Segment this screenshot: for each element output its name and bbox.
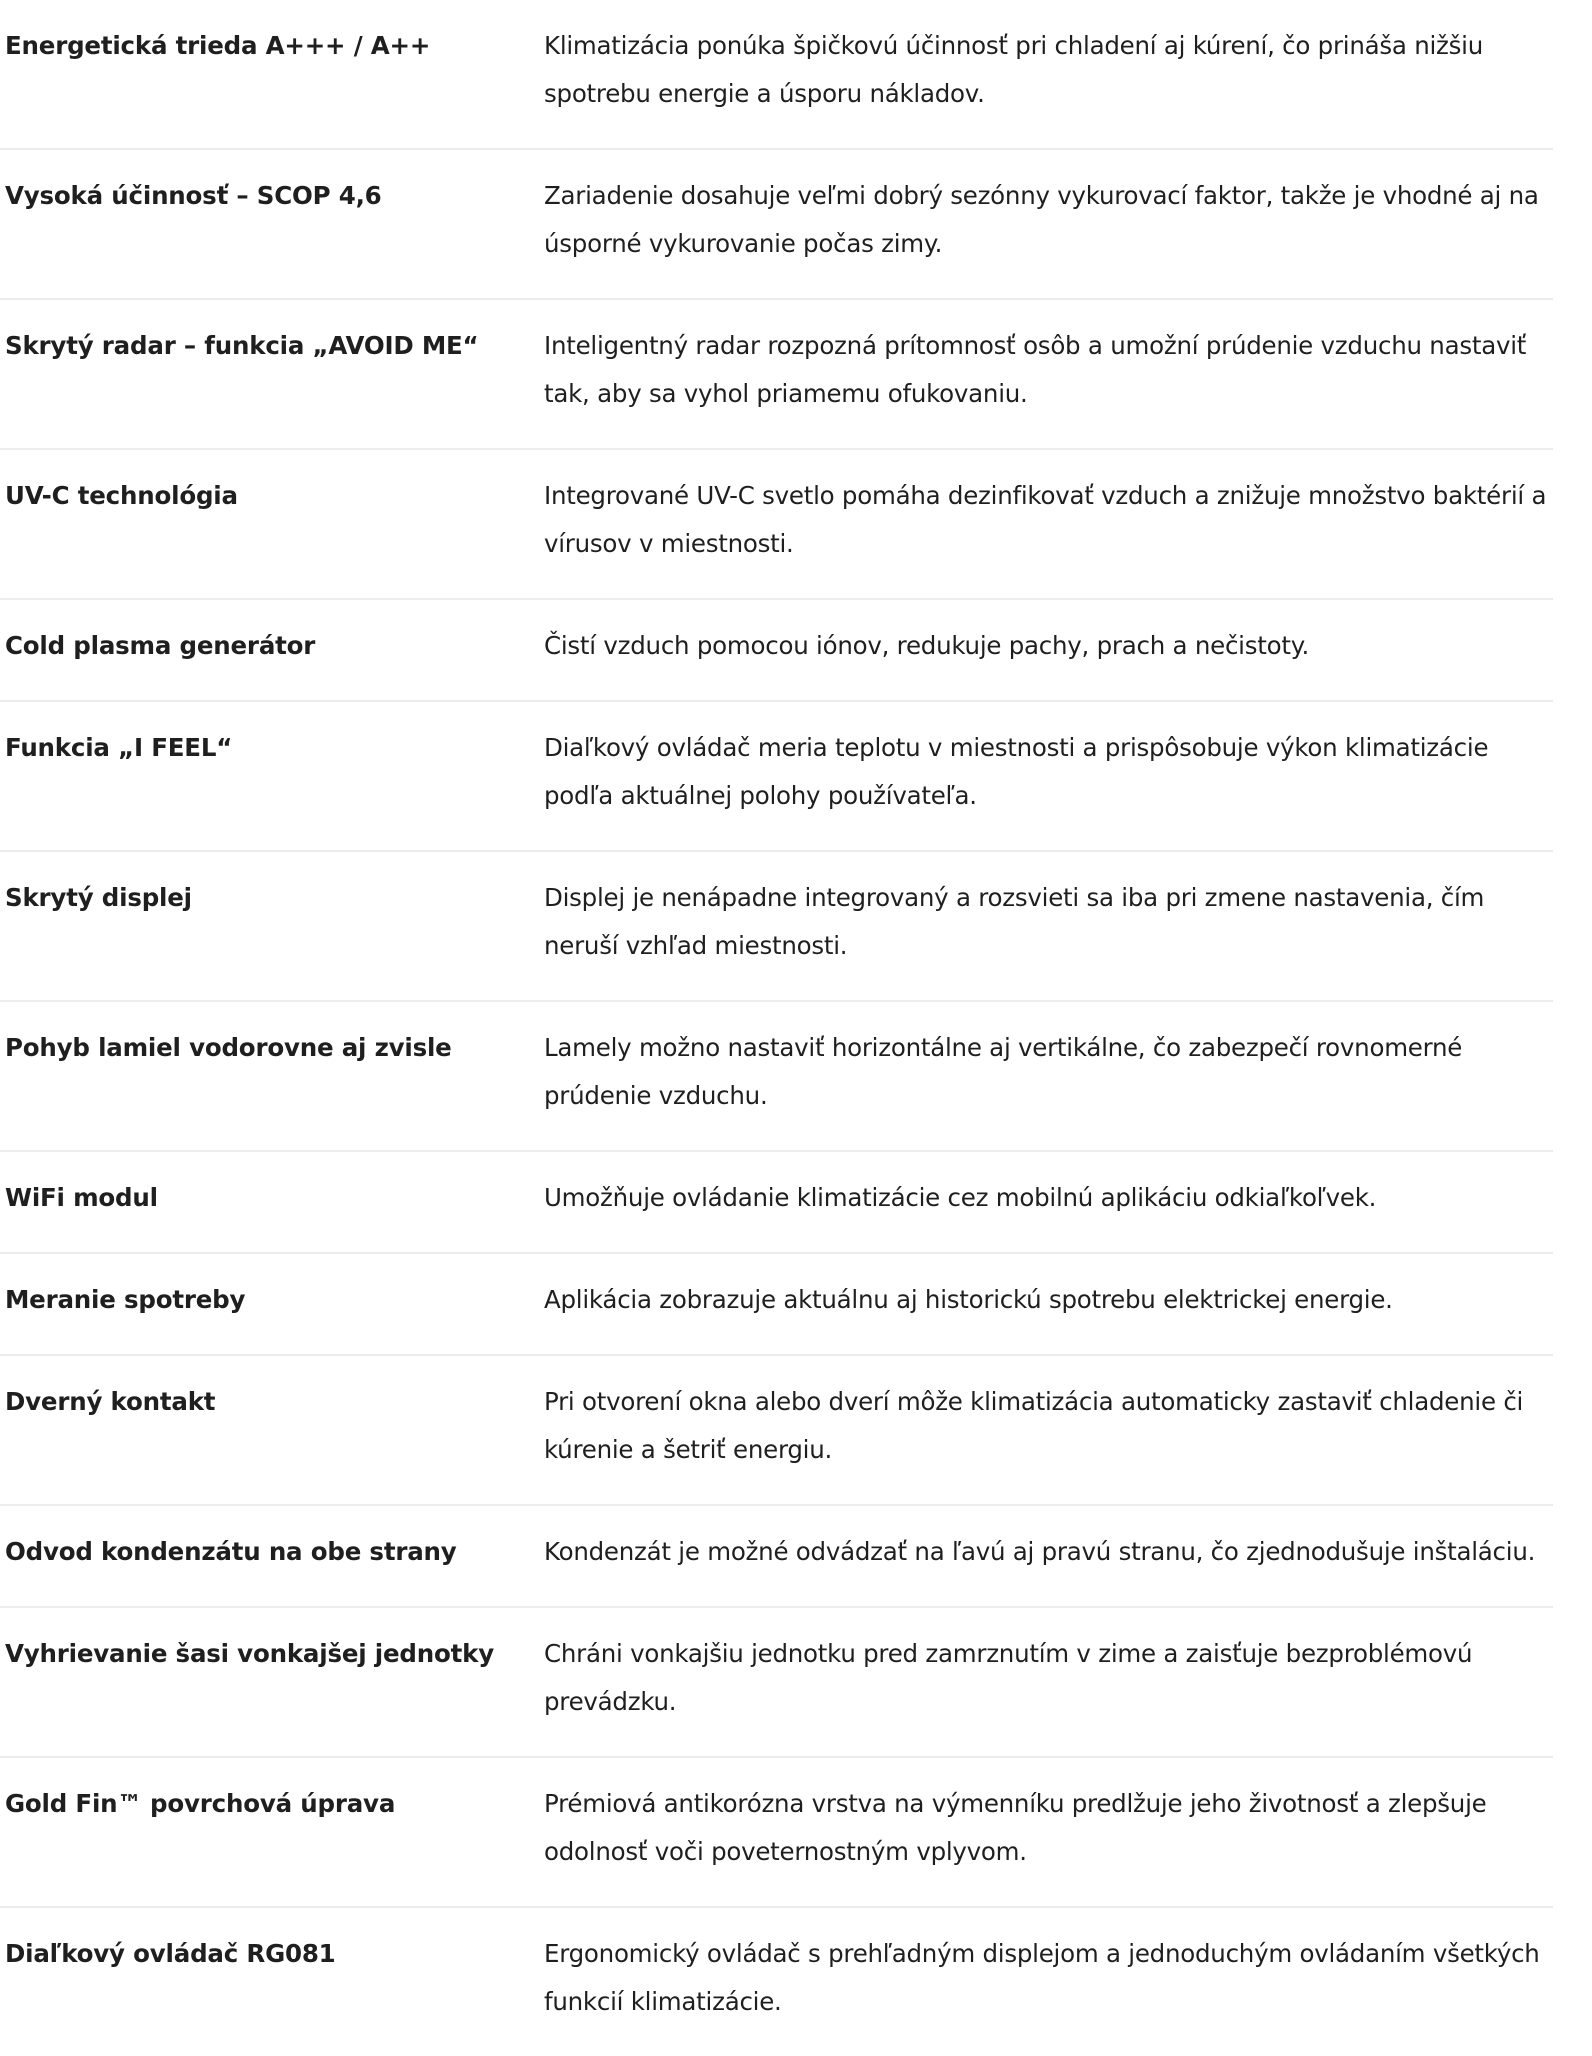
table-row [0,1607,1553,1757]
feature-description: Displej je nenápadne integrovaný a rozsvieti sa iba pri zmene nastavenia, čím neruší vzhľad miestnosti. [544,883,1485,960]
feature-name: Meranie spotreby [5,1285,246,1314]
feature-description: Pri otvorení okna alebo dverí môže klimatizácia automaticky zastaviť chladenie či kúrenie a šetriť energiu. [544,1387,1524,1464]
feature-description: Ergonomický ovládač s prehľadným displejom a jednoduchým ovládaním všetkých funkcií klimatizácie. [544,1939,1540,2016]
feature-name: Vyhrievanie šasi vonkajšej jednotky [5,1639,494,1668]
feature-name: UV-C technológia [5,481,238,510]
feature-description: Prémiová antikorózna vrstva na výmenníku predlžuje jeho životnosť a zlepšuje odolnosť voči poveternostným vplyvom. [544,1789,1487,1866]
feature-name: Skrytý radar – funkcia „AVOID ME“ [5,331,479,360]
table-row [0,701,1553,851]
feature-name: Dverný kontakt [5,1387,216,1416]
feature-name: Energetická trieda A+++ / A++ [5,31,431,60]
table-row [0,1151,1553,1253]
table-row [0,1757,1553,1907]
feature-name: Skrytý displej [5,883,192,912]
feature-name: Diaľkový ovládač RG081 [5,1939,336,1968]
feature-name: Cold plasma generátor [5,631,316,660]
feature-description: Zariadenie dosahuje veľmi dobrý sezónny vykurovací faktor, takže je vhodné aj na úsporné vykurovanie počas zimy. [544,181,1539,258]
feature-description: Integrované UV-C svetlo pomáha dezinfikovať vzduch a znižuje množstvo baktérií a vírusov v miestnosti. [544,481,1547,558]
feature-name: Vysoká účinnosť – SCOP 4,6 [5,181,382,210]
feature-name: Pohyb lamiel vodorovne aj zvisle [5,1033,452,1062]
table-row [0,1355,1553,1505]
feature-name: WiFi modul [5,1183,158,1212]
feature-description: Čistí vzduch pomocou iónov, redukuje pachy, prach a nečistoty. [544,631,1309,660]
feature-description: Inteligentný radar rozpozná prítomnosť osôb a umožní prúdenie vzduchu nastaviť tak, aby sa vyhol priamemu ofukovaniu. [544,331,1527,408]
table-row [0,0,1553,149]
feature-description: Lamely možno nastaviť horizontálne aj vertikálne, čo zabezpečí rovnomerné prúdenie vzduchu. [544,1033,1463,1110]
feature-name: Funkcia „I FEEL“ [5,733,233,762]
table-row [0,1001,1553,1151]
feature-description: Umožňuje ovládanie klimatizácie cez mobilnú aplikáciu odkiaľkoľvek. [544,1183,1377,1212]
table-row [0,851,1553,1001]
table-row [0,1253,1553,1355]
table-row [0,299,1553,449]
table-row [0,1505,1553,1607]
feature-description: Klimatizácia ponúka špičkovú účinnosť pri chladení aj kúrení, čo prináša nižšiu spotrebu energie a úsporu nákladov. [544,31,1484,108]
feature-name: Odvod kondenzátu na obe strany [5,1537,457,1566]
table-row [0,599,1553,701]
feature-description: Chráni vonkajšiu jednotku pred zamrznutím v zime a zaisťuje bezproblémovú prevádzku. [544,1639,1473,1716]
table-row [0,449,1553,599]
feature-description: Aplikácia zobrazuje aktuálnu aj historickú spotrebu elektrickej energie. [544,1285,1393,1314]
feature-name: Gold Fin™ povrchová úprava [5,1789,396,1818]
feature-description: Kondenzát je možné odvádzať na ľavú aj pravú stranu, čo zjednodušuje inštaláciu. [544,1537,1536,1566]
feature-description: Diaľkový ovládač meria teplotu v miestnosti a prispôsobuje výkon klimatizácie podľa aktuálnej polohy používateľa. [544,733,1489,810]
table-row [0,1907,1553,2056]
table-row [0,149,1553,299]
